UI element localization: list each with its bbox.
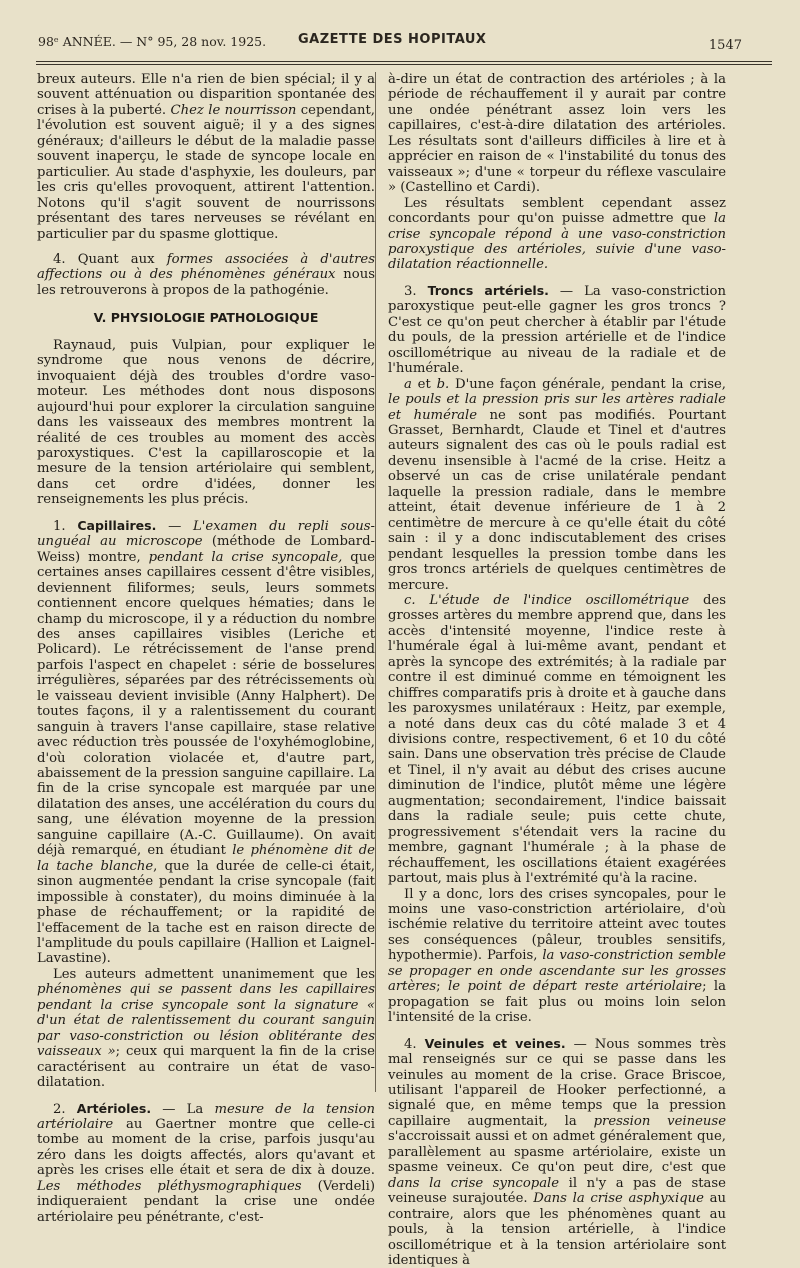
paragraph-nourrisson: breux auteurs. Elle n'a rien de bien spécial; il y a souvent atténuation ou disparition spontanée des crises à la puberté. Chez le nourrisson cependant, l'évolution est souvent aiguë; il y a des signes généraux; d'ailleurs le début de la maladie passe souvent inaperçu, le stade de syncope locale en particulier. Au stade d'asphyxie, les douleurs, par les cris qu'elles provoquent, attirent l'attention. Notons qu'il s'agit souvent de nourrissons présentant des tares nerveuses se révélant en particulier par du spasme glottique.: [37, 72, 375, 242]
paragraph-arterioles: 2. Artérioles. — La mesure de la tension artériolaire au Gaertner montre que celle-ci tombe au moment de la crise, parfois jusqu'au zéro dans les doigts affectés, alors qu'avant et après les crises elle était et sera de dix à douze. Les méthodes pléthysmographiques (Verdeli) indiqueraient pendant la crise une ondée artériolaire peu pénétrante, c'est-: [37, 1100, 375, 1225]
running-header: [38, 30, 742, 53]
header-rule-top: [36, 61, 772, 62]
paragraph-contraction: à-dire un état de contraction des artérioles ; à la période de réchauffement il y aurait par contre une ondée pénétrant assez loin vers les capillaires, c'est-à-dire dilatation des artérioles. Les résultats sont d'ailleurs difficiles à lire et à apprécier en raison de « l'instabilité du tonus des vaisseaux »; d'une « torpeur du réflexe vasculaire » (Castellino et Cardi).: [388, 72, 726, 196]
paragraph-pouls-pression: a et b. D'une façon générale, pendant la crise, le pouls et la pression pris sur les artères radiale et humérale ne sont pas modifiés. Pourtant Grasset, Bernhardt, Claude et Tinel et d'autres auteurs signalent des cas où le pouls radial est devenu insensible à l'acmé de la crise. Heitz a observé un cas de crise unilatérale pendant laquelle la pression radiale, dans le membre atteint, était devenue inférieure de 1 à 2 centimètre de mercure à ce qu'elle était du côté sain : il y a donc indiscutablement des crises pendant lesquelles la pression tombe dans les gros troncs artériels de quelques centimètres de mercure.: [388, 376, 726, 593]
paragraph-troncs-arteriels: 3. Troncs artériels. — La vaso-constriction paroxystique peut-elle gagner les gros troncs ? C'est ce qu'on peut chercher à établir par l'étude du pouls, de la pression artérielle et de l'indice oscillométrique au niveau de la radiale et de l'humérale.: [388, 282, 726, 377]
paragraph-resultats: Les résultats semblent cependant assez concordants pour qu'on puisse admettre que la crise syncopale répond à une vaso-constriction paroxystique des artérioles, suivie d'une vaso-dilatation réactionnelle.: [388, 195, 726, 273]
issue-info: 98ᵉ ANNÉE. — N° 95, 28 nov. 1925.: [38, 34, 267, 49]
paragraph-capillaires: 1. Capillaires. — L'examen du repli sous-unguéal au microscope (méthode de Lombard-Weiss) montre, pendant la crise syncopale, que certaines anses capillaires cessent d'être visibles, deviennent filiformes; seuls, leurs sommets contiennent encore quelques hématies; dans le champ du microscope, il y a réduction du nombre des anses capillaires visibles (Leriche et Policard). Le rétrécissement de l'anse prend parfois l'aspect en chapelet : série de bosselures irrégulières, séparées par des rétrécissements où le vaisseau devient invisible (Anny Halphert). De toutes façons, il y a ralentissement du courant sanguin à travers l'anse capillaire, stase relative avec réduction très poussée de l'oxyhémoglobine, d'où coloration violacée et, d'autre part, abaissement de la pression sanguine capillaire. La fin de la crise syncopale est marquée par une dilatation des anses, une accélération du cours du sang, une élévation moyenne de la pression sanguine capillaire (A.-C. Guillaume). On avait déjà remarqué, en étudiant le phénomène dit de la tache blanche, que la durée de celle-ci était, sinon augmentée pendant la crise syncopale (fait impossible à constater), du moins diminuée à la phase de réchauffement; or la rapidité de l'effacement de la tache est en raison directe de l'amplitude du pouls capillaire (Hallion et Laignel-Lavastine).: [37, 517, 376, 967]
left-column: [37, 72, 375, 1225]
paragraph-veinules-veines: 4. Veinules et veines. — Nous sommes très mal renseignés sur ce qui se passe dans les veinules au moment de la crise. Grace Briscoe, utilisant l'appareil de Hooker perfectionné, a signalé que, en même temps que la pression capillaire augmentait, la pression veineuse s'accroissait aussi et on admet généralement que, parallèlement au spasme artériolaire, existe un spasme veineux. Ce qu'on peut dire, c'est que dans la crise syncopale il n'y a pas de stase veineuse surajoutée. Dans la crise asphyxique au contraire, alors que les phénomènes quant au pouls, à la tension artérielle, à l'indice oscillométrique et à la tension artériolaire sont identiques à: [388, 1035, 726, 1268]
paragraph-formes-associees: 4. Quant aux formes associées à d'autres affections ou à des phénomènes généraux nous les retrouverons à propos de la pathogénie.: [37, 251, 375, 298]
page-number: 1547: [708, 38, 742, 53]
section-heading: V. PHYSIOLOGIE PATHOLOGIQUE: [93, 310, 319, 326]
paragraph-vaso-constriction: Il y a donc, lors des crises syncopales, pour le moins une vaso-constriction artériolaire, d'où ischémie relative du territoire atteint avec toutes ses conséquences (pâleur, troubles sensitifs, hypothermie). Parfois, la vaso-constriction semble se propager en onde ascendante sur les grosses artères; le point de départ reste artériolaire; la propagation se fait plus ou moins loin selon l'intensité de la crise.: [388, 886, 727, 1026]
paragraph-auteurs: Les auteurs admettent unanimement que les phénomènes qui se passent dans les capillaires pendant la crise syncopale sont la signature « d'un état de ralentissement du courant sanguin par vaso-constriction ou lésion oblitérante des vaisseaux »; ceux qui marquent la fin de la crise caractérisent au contraire un état de vaso-dilatation.: [37, 966, 375, 1091]
paragraph-indice-oscillometrique: c. L'étude de l'indice oscillométrique des grosses artères du membre apprend que, dans les accès d'intensité moyenne, l'indice reste à l'humérale égal à lui-même avant, pendant et après la syncope des extrémités; à la radiale par contre il est diminué comme en témoignent les chiffres comparatifs pris à droite et à gauche dans les paroxysmes unilatéraux : Heitz, par exemple, a noté dans deux cas du côté malade 3 et 4 divisions contre, respectivement, 6 et 10 du côté sain. Dans une observation très précise de Claude et Tinel, il n'y avait au début des crises aucune diminution de l'indice, plutôt même une légère augmentation; secondairement, l'indice baissait dans la radiale seule; puis cette chute, progressivement s'étendait vers la racine du membre, gagnant l'humérale ; à la phase de réchauffement, les oscillations étaient exagérées partout, mais plus à l'extrémité qu'à la racine.: [388, 592, 726, 887]
column-divider: [375, 72, 376, 1092]
right-column: [388, 72, 726, 1268]
header-rule-bottom: [36, 64, 772, 65]
journal-title: GAZETTE DES HOPITAUX: [298, 32, 487, 47]
paragraph-raynaud: Raynaud, puis Vulpian, pour expliquer le syndrome que nous venons de décrire, invoquaient déjà des troubles d'ordre vaso-moteur. Les méthodes dont nous disposons aujourd'hui pour explorer la circulation sanguine dans les vaisseaux des membres montrent la réalité de ces troubles au moment des accès paroxystiques. C'est la capillaroscopie et la mesure de la tension artériolaire qui semblent, dans cet ordre d'idées, donner les renseignements les plus précis.: [37, 337, 375, 508]
